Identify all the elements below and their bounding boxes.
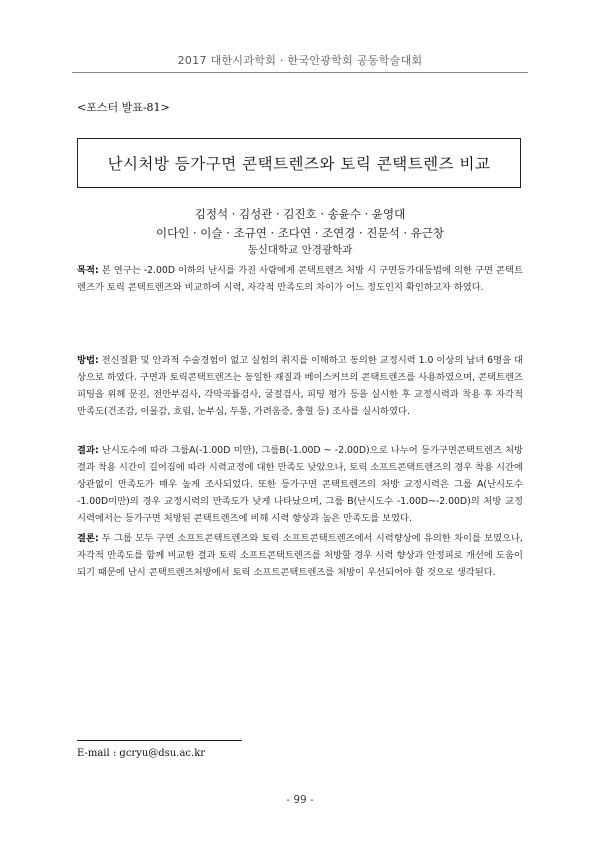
results-section [77,442,523,527]
conference-header: 2017 대한시과학회 · 한국안광학회 공동학술대회 [177,54,423,67]
methods-section [77,352,523,420]
footnote-divider [77,740,242,741]
authors-line-2: 이다인 · 이슬 · 조규연 · 조다연 · 조연경 · 진문석 · 유근창 [156,226,444,240]
purpose-text: 본 연구는 -2.00D 이하의 난시를 가진 사람에게 콘택트렌즈 처방 시 구면등가대등법에 의한 구면 콘택트렌즈가 토릭 콘택트렌즈와 비교하여 시력, 자각적 만족도의 차이가 어느 정도인지 확인하고자 하였다. [77,265,523,293]
conclusion-text: 두 그룹 모두 구면 소프트콘택트렌즈와 토릭 소프트콘택트렌즈에서 시력향상에 유의한 차이를 보였으나, 자각적 만족도를 함께 비교한 결과 토릭 소프트콘택트렌즈를 처방할 경우 시력 향상과 안정피로 개선에 도움이 되기 때문에 난시 콘택트렌즈처방에서 토릭 소프트콘택트렌즈를 처방이 우선되어야 할 것으로 생각된다. [77,533,523,578]
conclusion-label: 결론: [77,533,99,544]
results-text: 난시도수에 따라 그룹A(-1.00D 미만), 그룹B(-1.00D ~ -2.00D)으로 나누어 등가구면콘택트렌즈 처방결과 착용 시간이 길어짐에 따라 시력교정에 대한 만족도 낮았으나, 토릭 소프트콘택트렌즈의 경우 착용 시간에 상관없이 만족도가 매우 높게 조사되었다. 또한 등가구면 콘택트렌즈의 처방 교정시력은 그룹 A(난시도수 -1.00D미만)의 경우 교정시력의 만족도가 낮게 나타났으며, 그룹 B(난시도수 -1.00D~-2.00D)의 처방 교정시력에서는 등가구면 처방된 콘택트렌즈에 비해 시력 향상과 높은 만족도를 보였다. [77,445,523,524]
header-divider [72,72,528,73]
authors-line-1: 김정석 · 김성관 · 김진호 · 송윤수 · 윤영대 [194,207,406,221]
poster-label: <포스터 발표-81> [77,101,170,114]
page-number: - 99 - [286,794,314,806]
results-label: 결과: [77,445,99,456]
methods-label: 방법: [77,355,99,366]
title-box [77,138,521,188]
methods-text: 전신질환 및 안과적 수술경험이 없고 실험의 취지를 이해하고 동의한 교정시력 1.0 이상의 남녀 6명을 대상으로 하였다. 구면과 토릭콘택트렌즈는 동일한 재질과 베이스커브의 콘택트렌즈를 사용하였으며, 콘택트렌즈 피팅을 위해 문진, 전안부검사, 각막곡률검사, 굴절검사, 피팅 평가 등을 실시한 후 교정시력과 착용 후 자각적 만족도(건조감, 이물감, 흐림, 눈부심, 두통, 가려움증, 충혈 등) 조사를 실시하였다. [77,355,523,417]
purpose-section [77,262,523,296]
affiliation: 동신대학교 안경광학과 [247,244,353,256]
contact-email: E-mail : gcryu@dsu.ac.kr [77,748,206,759]
paper-title: 난시처방 등가구면 콘택트렌즈와 토릭 콘택트렌즈 비교 [107,155,491,173]
purpose-label: 목적: [77,265,99,276]
conclusion-section [77,530,523,581]
